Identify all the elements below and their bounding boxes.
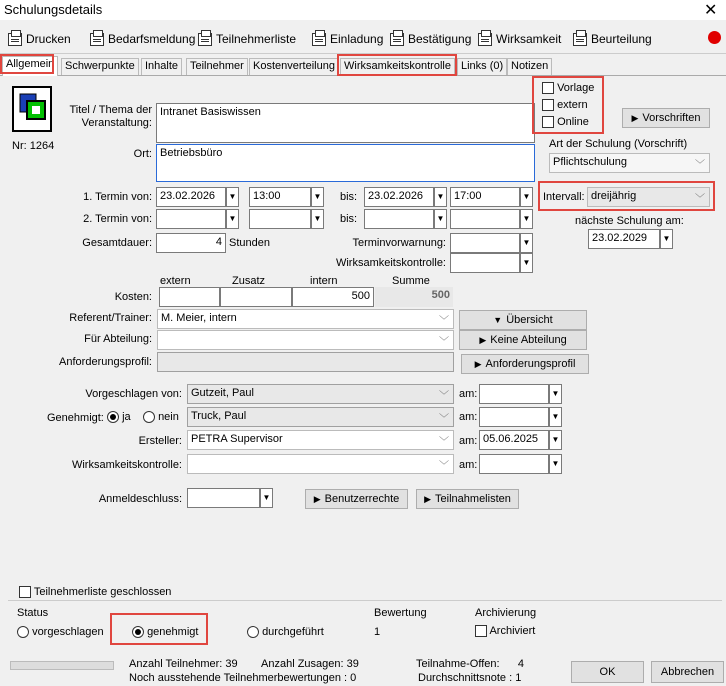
bis-label: bis: [340,213,358,225]
wirksamkeitskontrolle-input[interactable] [450,253,520,273]
anforderungsprofil-button[interactable]: ▶ Anforderungsprofil [461,354,589,374]
abteilung-select[interactable] [157,330,454,350]
anmeldeschluss-date[interactable] [187,488,260,508]
termin1-bis-date-dropdown[interactable]: ▼ [434,187,447,207]
vorgeschlagen-select[interactable]: Gutzeit, Paul ﹀ [187,384,454,404]
einladung-button[interactable]: Einladung [312,30,383,48]
kosten-intern-header: intern [310,275,338,287]
archiviert-checkbox[interactable]: Archiviert [475,625,535,637]
title-input[interactable]: Intranet Basiswissen [156,103,535,143]
play-icon: ▶ [313,493,321,504]
chevron-down-icon: ﹀ [439,461,449,472]
anmeldeschluss-dropdown[interactable]: ▼ [260,488,273,508]
kosten-label: Kosten: [114,291,152,303]
toolbar [0,22,726,54]
terminvorwarnung-dropdown[interactable]: ▼ [520,233,533,253]
keine-abteilung-button[interactable]: ▶ Keine Abteilung [459,330,587,350]
ort-label: Ort: [133,148,152,160]
tl-geschlossen-checkbox[interactable]: Teilnehmerliste geschlossen [19,586,171,598]
teilnahmelisten-button[interactable]: ▶ Teilnahmelisten [416,489,519,509]
teilnehmerliste-button[interactable]: Teilnehmerliste [198,30,296,48]
anmeldeschluss-label: Anmeldeschluss: [98,493,182,505]
abbrechen-button[interactable]: Abbrechen [651,661,724,683]
teilnahme-offen: Teilnahme-Offen: 4 [416,658,525,670]
tab-inhalte[interactable]: Inhalte [141,58,182,75]
printer-icon [390,33,404,46]
record-number: Nr: 1264 [12,140,55,152]
intervall-select[interactable]: dreijährig ﹀ [587,187,710,207]
bestaetigung-button[interactable]: Bestätigung [390,30,471,48]
ersteller-am-dropdown[interactable]: ▼ [549,430,562,450]
am-label: am: [459,435,478,447]
vorgeschlagen-am-dropdown[interactable]: ▼ [549,384,562,404]
genehmigt-select[interactable]: Truck, Paul ﹀ [187,407,454,427]
termin1-date[interactable]: 23.02.2026 [156,187,226,207]
progress-bar [10,661,114,670]
play-icon: ▶ [424,493,432,504]
wirksamkeit-button[interactable]: Wirksamkeit [478,30,561,48]
title-bar [0,0,726,20]
termin2-label: 2. Termin von: [83,213,152,225]
bedarfsmeldung-button[interactable]: Bedarfsmeldung [90,30,195,48]
am-label: am: [459,459,478,471]
termin1-time[interactable]: 13:00 [249,187,311,207]
title-label: Titel / Thema der Veranstaltung: [69,104,152,129]
ok-button[interactable]: OK [571,661,644,683]
printer-icon [573,33,587,46]
status-group [8,600,722,652]
bewertung-value: 1 [374,626,381,638]
bis-label: bis: [340,191,358,203]
chevron-down-icon: ﹀ [439,316,449,327]
am-label: am: [459,411,478,423]
termin2-bis-time[interactable] [450,209,520,229]
next-training-dropdown[interactable]: ▼ [660,229,673,249]
online-checkbox[interactable]: Online [542,116,589,128]
terminvorwarnung-input[interactable] [450,233,520,253]
status-vorgeschlagen-radio[interactable]: vorgeschlagen [17,626,104,638]
triangle-down-icon: ▼ [493,315,503,325]
genehmigt-label: Genehmigt: [47,412,104,424]
status-label: Status [17,607,49,619]
termin2-time-dropdown[interactable]: ▼ [311,209,324,229]
termin1-bis-time[interactable]: 17:00 [450,187,520,207]
termin2-date-dropdown[interactable]: ▼ [226,209,239,229]
ersteller-select[interactable]: PETRA Supervisor ﹀ [187,430,454,450]
genehmigt-am-dropdown[interactable]: ▼ [549,407,562,427]
kosten-zusatz-header: Zusatz [232,275,266,287]
ersteller-label: Ersteller: [138,435,182,447]
intervall-label: Intervall: [543,191,585,203]
genehmigt-am-date[interactable] [479,407,549,427]
ort-input[interactable]: Betriebsbüro [156,144,535,182]
uebersicht-button[interactable]: ▼ Übersicht [459,310,587,330]
tab-allgemein[interactable]: Allgemein [2,56,58,76]
kosten-extern-header: extern [160,275,191,287]
anzahl-zusagen: Anzahl Zusagen: 39 [261,658,359,670]
anforderung-label: Anforderungsprofil: [59,356,152,368]
vorgeschlagen-label: Vorgeschlagen von: [85,388,182,400]
tab-notizen[interactable]: Notizen [507,58,552,75]
status-genehmigt-radio[interactable]: genehmigt [132,626,198,638]
termin2-time[interactable] [249,209,311,229]
vorschriften-button[interactable]: ▶ Vorschriften [622,108,710,128]
printer-icon [8,33,22,46]
chevron-down-icon: ﹀ [439,437,449,448]
dauer-unit: Stunden [229,237,270,249]
dauer-label: Gesamtdauer: [82,237,152,249]
chevron-down-icon: ﹀ [439,414,449,425]
status-indicator-icon [708,31,721,44]
tab-kostenverteilung[interactable]: Kostenverteilung [249,58,339,75]
genehmigt-ja-radio[interactable]: ja [107,411,131,423]
wirksamkeitskontrolle-label: Wirksamkeitskontrolle: [335,257,446,269]
termin1-bis-date[interactable]: 23.02.2026 [364,187,434,207]
play-icon: ▶ [474,358,482,369]
next-training-date[interactable]: 23.02.2029 [588,229,660,249]
printer-icon [478,33,492,46]
play-icon: ▶ [631,112,639,123]
kosten-summe-header: Summe [392,275,430,287]
chevron-down-icon: ﹀ [439,337,449,348]
anzahl-teilnehmer: Anzahl Teilnehmer: 39 [129,658,238,670]
chevron-down-icon: ﹀ [695,194,705,205]
drucken-button[interactable]: Drucken [8,30,71,48]
terminvorwarnung-label: Terminvorwarnung: [352,237,446,249]
kosten-summe-value: 500 [375,287,453,307]
referent-select[interactable]: M. Meier, intern ﹀ [157,309,454,329]
chevron-down-icon: ﹀ [439,391,449,402]
termin1-time-dropdown[interactable]: ▼ [311,187,324,207]
am-label: am: [459,388,478,400]
wk-select[interactable] [187,454,454,474]
kosten-intern-input[interactable]: 500 [292,287,374,307]
status-durchgefuehrt-radio[interactable]: durchgeführt [247,626,324,638]
window-title: Schulungsdetails [4,2,103,17]
printer-icon [198,33,212,46]
wk-am-dropdown[interactable]: ▼ [549,454,562,474]
printer-icon [312,33,326,46]
termin1-label: 1. Termin von: [83,191,152,203]
termin1-bis-time-dropdown[interactable]: ▼ [520,187,533,207]
next-training-label: nächste Schulung am: [575,215,684,227]
close-icon[interactable]: ✕ [704,2,718,19]
art-select[interactable]: Pflichtschulung ﹀ [549,153,710,173]
wk-am-date[interactable] [479,454,549,474]
beurteilung-button[interactable]: Beurteilung [573,30,652,48]
abteilung-label: Für Abteilung: [84,333,152,345]
dauer-input[interactable]: 4 [156,233,226,253]
wirksamkeitskontrolle-dropdown[interactable]: ▼ [520,253,533,273]
tab-teilnehmer[interactable]: Teilnehmer [186,58,248,75]
benutzerrechte-button[interactable]: ▶ Benutzerrechte [305,489,408,509]
durchschnittsnote: Durchschnittsnote : 1 [418,672,522,684]
wk-label: Wirksamkeitskontrolle: [71,459,182,471]
referent-label: Referent/Trainer: [69,312,152,324]
termin2-bis-date[interactable] [364,209,434,229]
vorgeschlagen-am-date[interactable] [479,384,549,404]
archivierung-label: Archivierung [475,607,537,619]
bewertung-label: Bewertung [374,607,427,619]
termin1-date-dropdown[interactable]: ▼ [226,187,239,207]
anforderung-input [157,352,454,372]
tab-wirksamkeitskontrolle[interactable]: Wirksamkeitskontrolle [340,58,455,75]
printer-icon [90,33,104,46]
kosten-zusatz-input[interactable] [220,287,292,307]
ausstehende-bewertungen: Noch ausstehende Teilnehmerbewertungen : 0 [129,672,357,684]
tab-schwerpunkte[interactable]: Schwerpunkte [61,58,139,75]
genehmigt-nein-radio[interactable]: nein [143,411,179,423]
termin2-date[interactable] [156,209,226,229]
chevron-down-icon: ﹀ [695,160,705,171]
vorlage-checkbox[interactable]: Vorlage [542,82,594,94]
ersteller-am-date[interactable]: 05.06.2025 [479,430,549,450]
tab-bar [0,56,726,76]
kosten-extern-input[interactable] [159,287,220,307]
termin2-bis-date-dropdown[interactable]: ▼ [434,209,447,229]
extern-checkbox[interactable]: extern [542,99,588,111]
play-icon: ▶ [479,334,487,345]
art-label: Art der Schulung (Vorschrift) [549,138,688,150]
document-logo-icon [12,86,52,132]
termin2-bis-time-dropdown[interactable]: ▼ [520,209,533,229]
tab-links[interactable]: Links (0) [457,58,507,75]
